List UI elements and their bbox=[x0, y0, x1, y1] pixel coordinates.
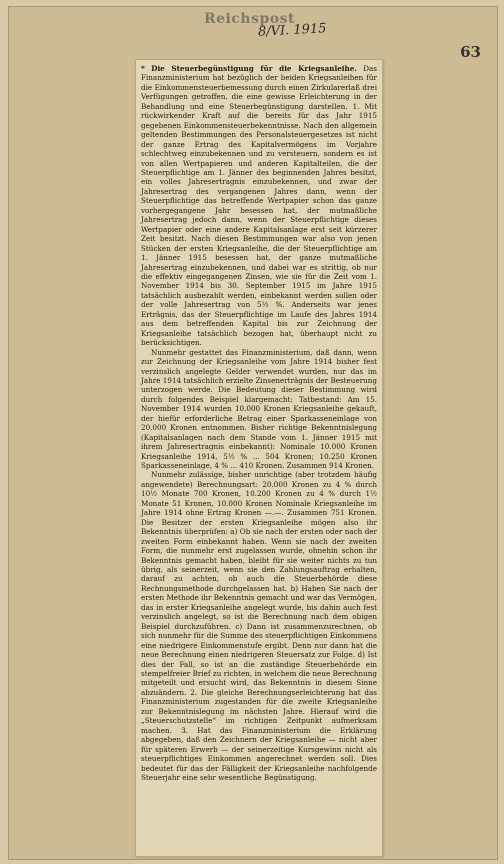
article-body bbox=[136, 60, 382, 782]
article-paragraph-2: Nunmehr gestattet das Finanzministerium, daß dann, wenn zur Zeichnung der Kriegsanleihe vom Jahre 1914 bisher fest verzinslich angelegte Gelder verwendet wurden, nur das im Jahre 1914 tatsächlich erzielte Zinsenerträgnis der Besteuerung unterzogen werde. Die Bedeutung dieser Bestimmung wird durch folgendes Beispiel klargemacht: Tatbestand: Am 15. November 1914 wurden 10.000 Kronen Kriegsanleihe gekauft, der hiefür erforderliche Betrag einer Sparkasseneinlage von 20.000 Kronen entnommen. Bisher richtige Bekenntnislegung (Kapitalsanlagen nach dem Stande vom 1. Jänner 1915 mit ihrem Jahresertragnis einbekannt): Nominale 10.000 Kronen Kriegsanleihe 1914, 5½ % ... 504 Kronen; 10.250 Kronen Sparkasseneinlage, 4 % ... 410 Kronen. Zusammen 914 Kronen. bbox=[141, 347, 377, 471]
newspaper-clipping bbox=[135, 59, 383, 857]
article-paragraph-1 bbox=[141, 64, 377, 348]
archive-sheet bbox=[8, 6, 498, 860]
article-paragraph-3: Nunmehr zulässige, bisher unrichtige (aber trotzdem häufig angewendete) Berechnungsart: 20.000 Kronen zu 4 % durch 10½ Monate 700 Kronen, 10.200 Kronen zu 4 % durch 1½ Monate 51 Kronen, 10.000 Kronen Nominale Kriegsanleihe im Jahre 1914 ohne Ertrag Kronen —.—. Zusammen 751 Kronen. Die Besitzer der ersten Kriegsanleihe mögen also ihr Bekenntnis überprüfen: a) Ob sie nach der ersten oder nach der zweiten Form einbekannt haben. Wenn sie nach der zweiten Form, die nunmehr erst zugelassen wurde, ohnehin schon ihr Bekenntnis gemacht haben, bleibt für sie weiter nichts zu tun übrig, als seinerzeit, wenn sie den Zahlungsauftrag erhalten, darauf zu achten, ob auch die Steuerbehörde diese Rechnungsmethode durchgelassen hat. b) Haben Sie nach der ersten Methode ihr Bekenntnis gemacht und war das Vermögen, das in erster Kriegsanleihe angelegt wurde, bis dahin auch fest verzinslich angelegt, so ist die Berechnung nach dem obigen Beispiel durchzuführen. c) Dann ist zusammenzurechnen, ob sich nunmehr für die Summe des steuerpflichtigen Einkommens eine niedrigere Einkommenstufe ergibt. Denn nur dann hat die neue Berechnung einen niedrigeren Steuersatz zur Folge. d) Ist dies der Fall, so ist an die zuständige Steuerbehörde ein stempelfreier Brief zu richten, in welchem die neue Berechnung mitgeteilt und ersucht wird, das Bekenntnis in diesem Sinne abzuändern. 2. Die gleiche Berechnungserleichterung hat das Finanzministerium zugestanden für die zweite Kriegsanleihe zur Bekenntnislegung im nächsten Jahre. Hierauf wird die „Steuerschutzstelle“ im richtigen Zeitpunkt aufmerksam machen. 3. Hat das Finanzministerium die Erklärung abgegeben, daß den Zeichnern der Kriegsanleihe — nicht aber für späteren Erwerb — der seinerzeitige Kursgewinn nicht als steuerpflichtiges Einkommen angerechnet werden soll. Dies bedeutet für das der Fälligkeit der Kriegsanleihe nachfolgende Steuerjahr eine sehr wesentliche Begünstigung. bbox=[141, 470, 377, 782]
handwritten-date: 8/VI. 1915 bbox=[257, 21, 327, 40]
page-number: 63 bbox=[460, 43, 481, 61]
bullet-mark: * bbox=[141, 64, 145, 73]
article-paragraph-1-text: Das Finanzministerium hat bezüglich der beiden Kriegsanleihen für die Einkommensteuerbemessung durch einen Zirkularerlaß drei Verfügungen getroffen, die eine gewisse Erleichterung in der Behandlung und eine Steuerbegünstigung darstellen. 1. Mit rückwirkender Kraft auf die bereits für das Jahr 1915 gegebenen Einkommensteuerbekenntnisse. Nach den allgemein geltenden Bestimmungen des Personalsteuergesetzes ist nicht der ganze Ertrag des Kapitalvermögens im Vorjahre schlechtweg einzubekennen und zu versteuern, sondern es ist von allen Wertpapieren und anderen Kapitalteilen, die der Steuerpflichtige am 1. Jänner des beginnenden Jahres besitzt, ein volles Jahresertragnis einzubekennen, und zwar der Jahresertrag des vergangenen Jahres dann, wenn der Steuerpflichtige das betreffende Wertpapier schon das ganze vorhergegangene Jahr besessen hat, der mutmaßliche Jahresertrag jedoch dann, wenn der Steuerpflichtige dieses Wertpapier oder eine andere Kapitalsanlage erst seit kürzerer Zeit besitzt. Nach diesen Bestimmungen war also von jenen Stücken der ersten Kriegsanleihe, die der Steuerpflichtige am 1. Jänner 1915 besessen hat, der ganze mutmaßliche Jahresertrag einzubekennen, und dabei war es strittig, ob nur die effektiv eingegangenen Zinsen, wie sie für die Zeit vom 1. November 1914 bis 30. September 1915 im Jahre 1915 tatsächlich ausbezahlt werden, einbekannt werden sollen oder der volle Jahresertrag von 5½ %. Anderseits war jenes Erträgnis, das der Steuerpflichtige im Laufe des Jahres 1914 aus dem betreffenden Kapital bis zur Zeichnung der Kriegsanleihe tatsächlich bezogen hat, überhaupt nicht zu berücksichtigen. bbox=[141, 64, 377, 348]
newspaper-stamp: Reichspost bbox=[204, 11, 295, 27]
article-headline: Die Steuerbegünstigung für die Kriegsanleihe. bbox=[151, 64, 357, 73]
sheet-header bbox=[9, 7, 497, 61]
